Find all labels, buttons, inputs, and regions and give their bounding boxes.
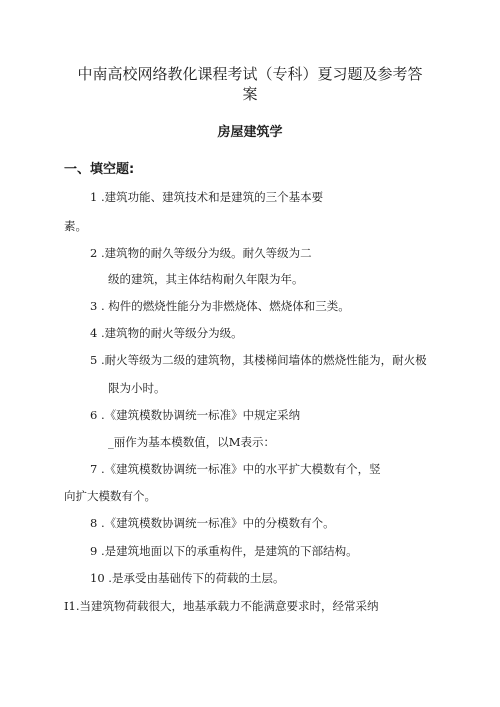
question-line: 4 .建筑物的耐火等级分为级。 xyxy=(90,326,243,340)
question-line: 向扩大模数有个。 xyxy=(64,489,156,503)
question-line: 9 .是建筑地面以下的承重构件，是建筑的下部结构。 xyxy=(90,544,358,558)
question-line: 限为小时。 xyxy=(108,381,166,395)
document-title-line-1: 中南高校网络教化课程考试（专科）夏习题及参考答 xyxy=(77,65,423,83)
question-line: _丽作为基本模数值，以M表示： xyxy=(108,435,276,449)
question-line: 5 .耐火等级为二级的建筑物，其楼梯间墙体的燃烧性能为，耐火极 xyxy=(90,353,427,367)
question-line: 8 .《建筑模数协调统一标准》中的分模数有个。 xyxy=(90,516,335,530)
question-line: 3 . 构件的燃烧性能分为非燃烧体、燃烧体和三类。 xyxy=(90,299,350,313)
question-line: 级的建筑，其主体结构耐久年限为年。 xyxy=(108,272,304,286)
question-line: 10 .是承受由基础传下的荷载的土层。 xyxy=(90,571,285,585)
question-line: I1.当建筑物荷载很大，地基承载力不能满意要求时，经常采纳 xyxy=(64,599,379,613)
question-line: 2 .建筑物的耐久等级分为级。耐久等级为二 xyxy=(90,246,312,260)
section-heading: 一、填空题: xyxy=(64,162,135,177)
question-line: 素。 xyxy=(64,219,87,233)
question-line: 6 .《建筑模数协调统一标准》中规定采纳 xyxy=(90,408,301,422)
question-line: 7 .《建筑模数协调统一标准》中的水平扩大模数有个，竖 xyxy=(90,462,381,476)
question-line: 1 .建筑功能、建筑技术和是建筑的三个基本要 xyxy=(90,190,324,204)
document-title-line-2: 案 xyxy=(242,85,258,103)
course-subtitle: 房屋建筑学 xyxy=(217,125,283,140)
